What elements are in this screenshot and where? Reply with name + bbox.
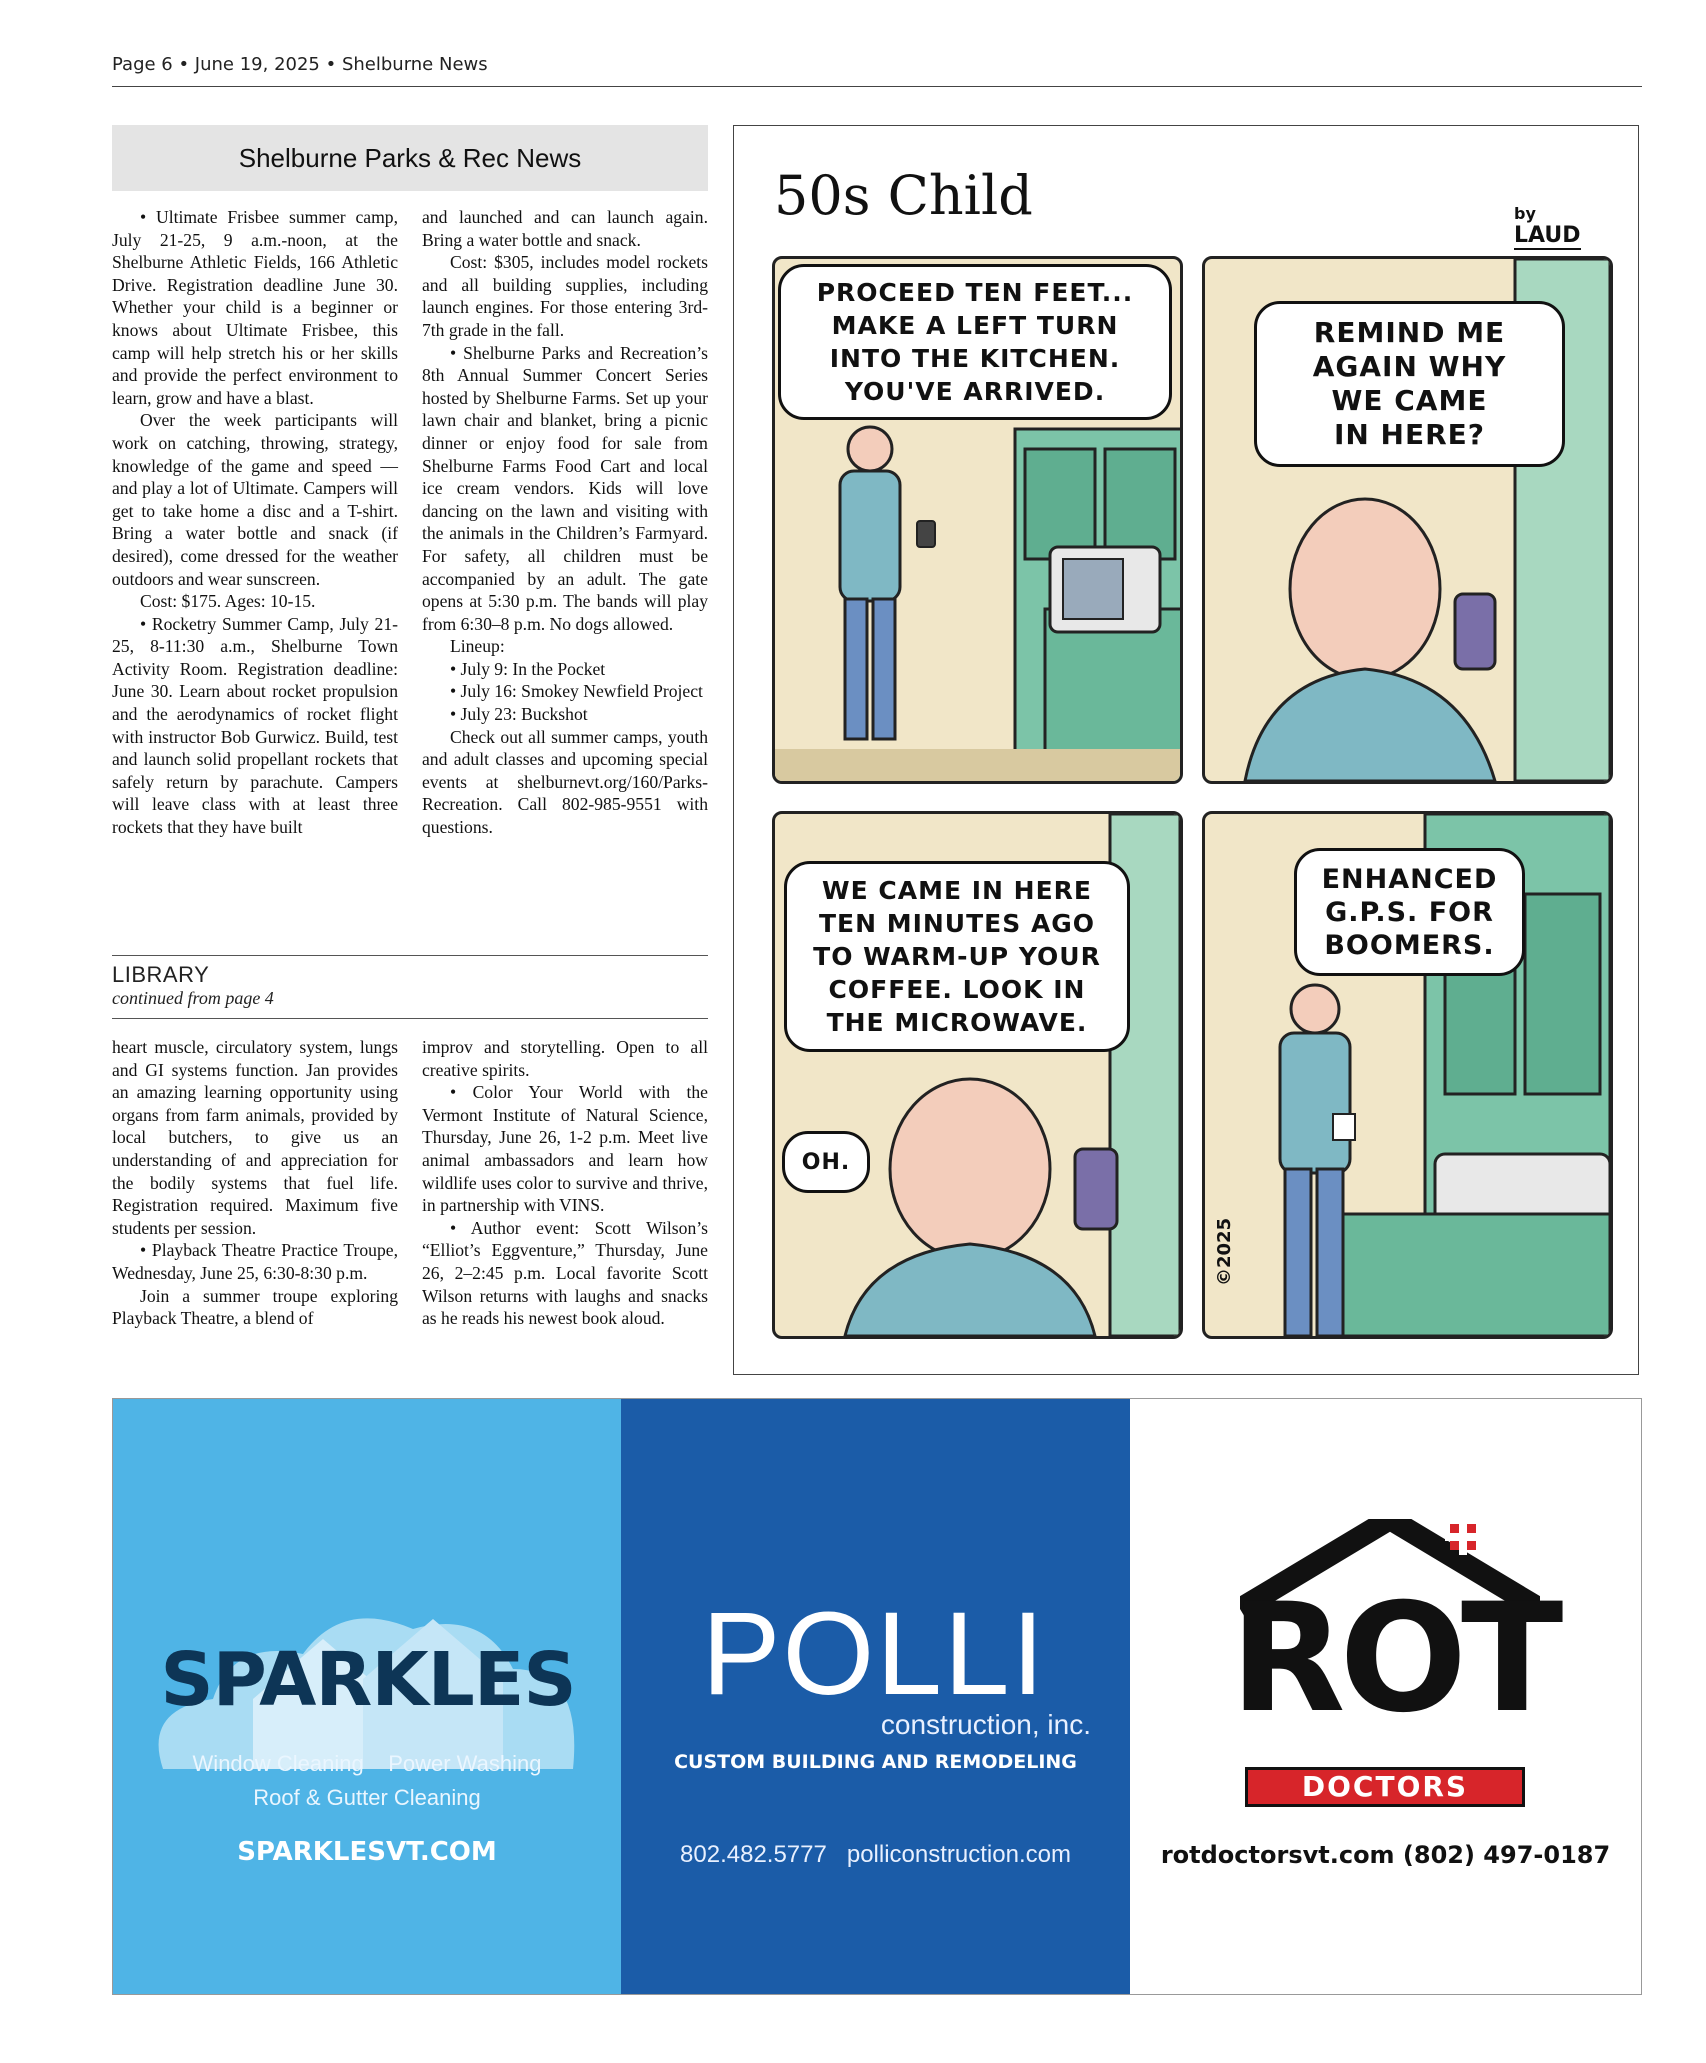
- paragraph: improv and storytelling. Open to all creative spirits.: [422, 1037, 708, 1080]
- comic-copyright: ©2025: [1214, 1217, 1235, 1286]
- speech-bubble-oh: OH.: [782, 1131, 870, 1193]
- library-continued: continued from page 4: [112, 988, 274, 1008]
- paragraph: heart muscle, circulatory system, lungs and GI systems function. Jan provides an amazing learning opportunity using organs from farm animals, provided by local butchers, to give us an understanding of and appreciation for the bodily systems that fuel life. Registration required. Maximum five students per session.: [112, 1037, 398, 1238]
- paragraph: Over the week participants will work on catching, throwing, strategy, knowledge of the game and speed — and play a lot of Ultimate. Campers will get to take home a disc and a T-shirt. Bring a water bottle and snack (if desired), come dressed for the weather outdoors and wear sunscreen.: [112, 410, 398, 589]
- sparkles-services-line2: Roof & Gutter Cleaning: [253, 1785, 481, 1810]
- divider: [112, 955, 708, 956]
- service-power: Power Washing: [388, 1751, 542, 1776]
- service-window: Window Cleaning: [192, 1751, 364, 1776]
- parks-column-2: [422, 206, 708, 839]
- paragraph: • July 16: Smokey Newfield Project: [450, 681, 703, 702]
- sparkles-logo: SPARKLES: [160, 1637, 576, 1723]
- paragraph: • July 23: Buckshot: [450, 704, 588, 725]
- paragraph: • Shelburne Parks and Recreation’s 8th Annual Summer Concert Series hosted by Shelburne Farms. Set up your lawn chair and blanket, bring a picnic dinner or enjoy food for sale from Shelburne Farms Food Cart and local ice cream vendors. Kids will love dancing on the lawn and visiting with the animals in the Children’s Farmyard. For safety, all children must be accompanied by an adult. The gate opens at 5:30 p.m. The bands will play from 6:30–8 p.m. No dogs allowed.: [422, 342, 708, 634]
- speech-bubble-2: REMIND ME AGAIN WHY WE CAME IN HERE?: [1254, 301, 1565, 467]
- rot-badge: DOCTORS: [1245, 1767, 1525, 1807]
- paragraph: • Rocketry Summer Camp, July 21-25, 8-11:30 a.m., Shelburne Town Activity Room. Registration deadline: June 30. Learn about rocket propulsion and the aerodynamics of rocket flight with instructor Bob Gurwicz. Build, test and launch solid propellant rockets that safely return by parachute. Campers will leave class with at least three rockets that they have built: [112, 613, 398, 838]
- library-column-2: [422, 1036, 708, 1330]
- page-header: [112, 48, 1642, 87]
- comic-byline: [1514, 204, 1581, 250]
- paragraph: Cost: $305, includes model rockets and all building supplies, including launch engines. For those entering 3rd-7th grade in the fall.: [422, 252, 708, 340]
- sparkles-url[interactable]: SPARKLESVT.COM: [237, 1837, 497, 1867]
- polli-contact: [621, 1841, 1130, 1869]
- ad-rot-doctors[interactable]: [1130, 1399, 1641, 1994]
- rot-contact[interactable]: rotdoctorsvt.com (802) 497-0187: [1160, 1841, 1611, 1869]
- paragraph: and launched and can launch again. Bring a water bottle and snack.: [422, 207, 708, 250]
- polli-sub: construction, inc.: [880, 1709, 1091, 1740]
- paragraph: • Playback Theatre Practice Troupe, Wednesday, June 25, 6:30-8:30 p.m.: [112, 1240, 398, 1283]
- paragraph: Lineup:: [450, 636, 505, 657]
- ad-sparkles[interactable]: [113, 1399, 621, 1994]
- rot-logo: ROT: [1230, 1572, 1558, 1746]
- paragraph: • July 9: In the Pocket: [450, 658, 606, 679]
- parks-column-1: [112, 206, 398, 839]
- speech-bubble-1: PROCEED TEN FEET... MAKE A LEFT TURN INTO THE KITCHEN. YOU'VE ARRIVED.: [778, 264, 1172, 420]
- paragraph: Join a summer troupe exploring Playback Theatre, a blend of: [112, 1285, 398, 1329]
- parks-heading: Shelburne Parks & Rec News: [112, 125, 708, 191]
- polli-logo: POLLI: [701, 1588, 1047, 1720]
- comic-title: 50s Child: [774, 164, 1033, 227]
- header-text: Page 6 • June 19, 2025 • Shelburne News: [112, 54, 488, 75]
- paragraph: Check out all summer camps, youth and adult classes and upcoming special events at shelburnevt.org/160/Parks-Recreation. Call 802-985-9551 with questions.: [422, 726, 708, 838]
- comic-strip: [733, 125, 1639, 1375]
- divider: [112, 1018, 708, 1019]
- paragraph: • Author event: Scott Wilson’s “Elliot’s Eggventure,” Thursday, June 26, 2–2:45 p.m. Local favorite Scott Wilson returns with laughs and snacks as he reads his newest book aloud.: [422, 1217, 708, 1329]
- library-column-1: [112, 1036, 398, 1330]
- ad-polli[interactable]: [621, 1399, 1130, 1994]
- library-title: LIBRARY: [112, 962, 210, 987]
- polli-tagline: CUSTOM BUILDING AND REMODELING: [674, 1751, 1077, 1773]
- paragraph: Cost: $175. Ages: 10-15.: [140, 591, 316, 612]
- polli-phone[interactable]: 802.482.5777: [680, 1841, 827, 1868]
- polli-url[interactable]: polliconstruction.com: [846, 1841, 1071, 1868]
- byline-name: LAUD: [1514, 223, 1581, 248]
- byline-by: by: [1514, 204, 1536, 223]
- speech-bubble-3: WE CAME IN HERE TEN MINUTES AGO TO WARM-UP YOUR COFFEE. LOOK IN THE MICROWAVE.: [784, 861, 1130, 1052]
- paragraph: • Color Your World with the Vermont Institute of Natural Science, Thursday, June 26, 1-2 p.m. Meet live animal ambassadors and learn how wildlife uses color to survive and thrive, in partnership with VINS.: [422, 1082, 708, 1216]
- paragraph: • Ultimate Frisbee summer camp, July 21-25, 9 a.m.-noon, at the Shelburne Athletic Fields, 166 Athletic Drive. Registration deadline June 30. Whether your child is a beginner or knows about Ultimate Frisbee, this camp will help stretch his or her skills and provide the perfect environment to learn, grow and have a blast.: [112, 207, 398, 408]
- speech-bubble-4: ENHANCED G.P.S. FOR BOOMERS.: [1294, 848, 1525, 976]
- sparkles-services-line1: [113, 1751, 621, 1777]
